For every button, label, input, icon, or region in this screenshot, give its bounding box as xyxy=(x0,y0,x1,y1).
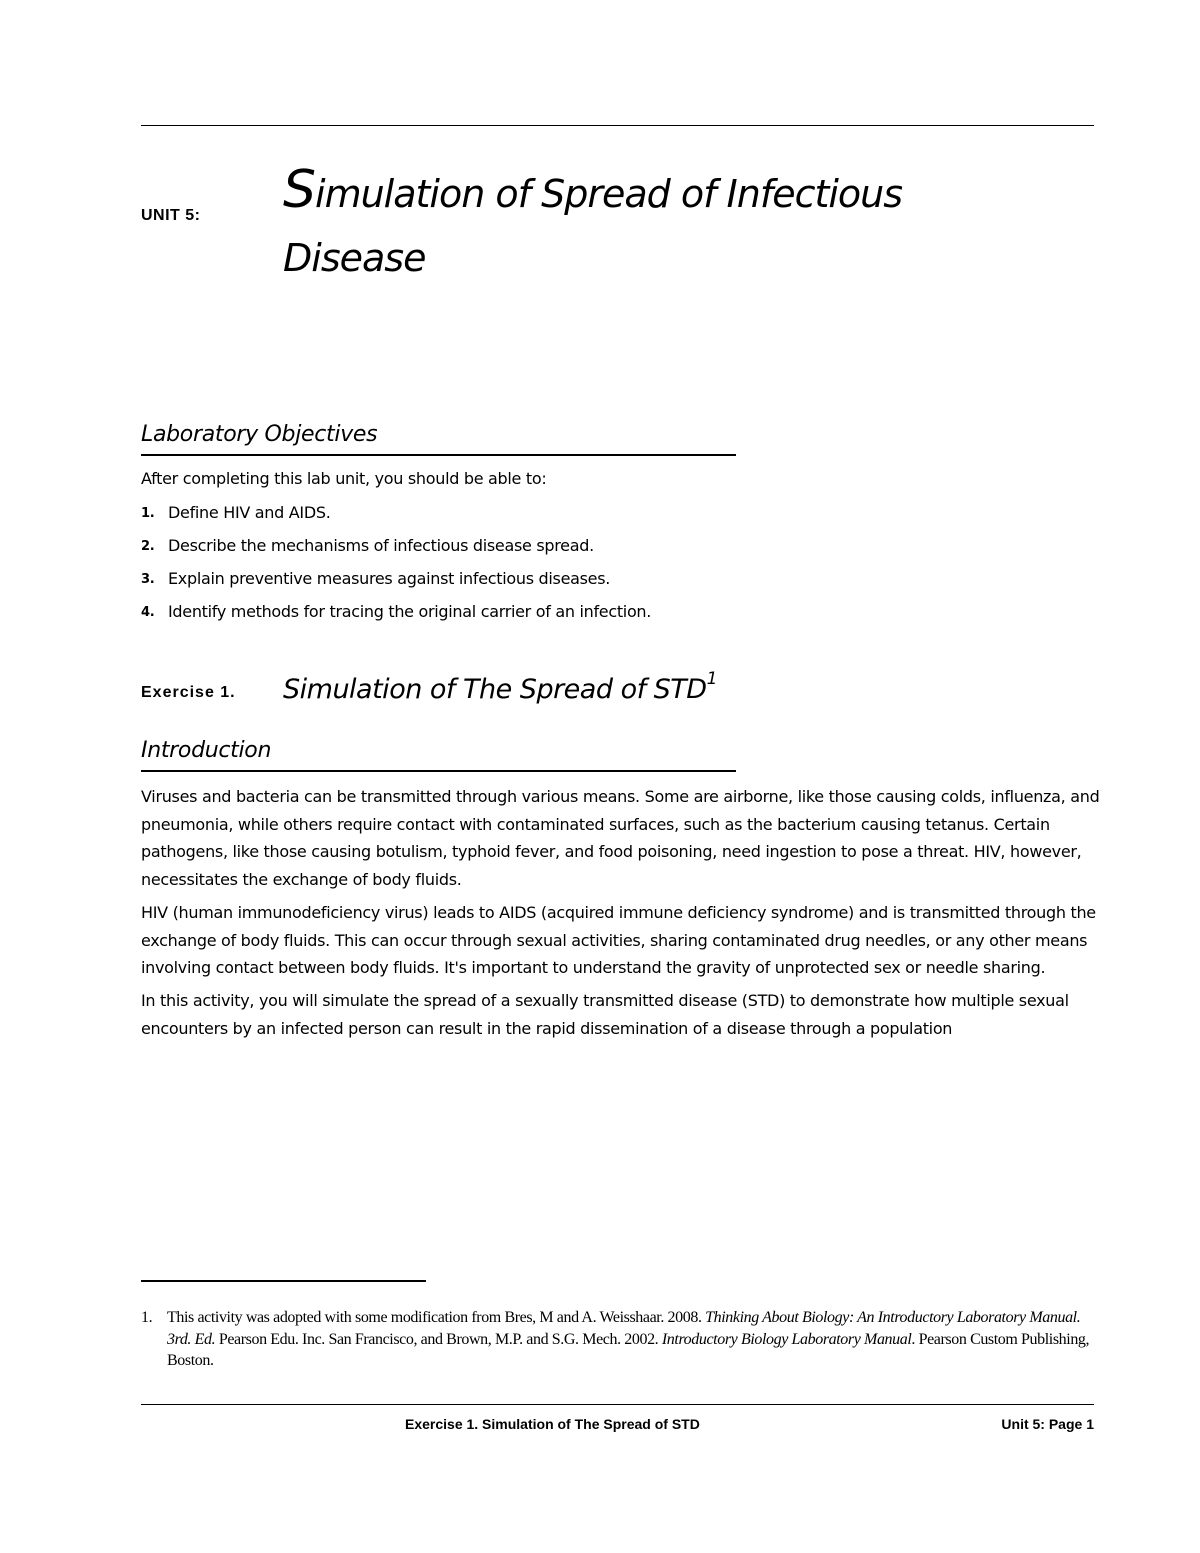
objective-item xyxy=(141,600,651,633)
introduction-heading: Introduction xyxy=(141,736,736,772)
footnote-book-title: Thinking About Biology: An Introductory Laboratory Manual. 3rd. Ed. xyxy=(167,1309,1081,1348)
objective-item xyxy=(141,534,651,567)
exercise-title-text: Simulation of The Spread of STD xyxy=(283,674,707,705)
exercise-label: Exercise 1. xyxy=(141,684,236,701)
objective-text: Define HIV and AIDS. xyxy=(168,503,331,522)
intro-paragraph: HIV (human immunodeficiency virus) leads to AIDS (acquired immune deficiency syndrome) and is transmitted through the exchange of body fluids. This can occur through sexual activities, sharing contaminated drug needles, or any other means involving contact between body fluids. It's important to understand the gravity of unprotected sex or needle sharing. xyxy=(141,902,1096,978)
footnote-text xyxy=(167,1307,1096,1372)
intro-paragraph: Viruses and bacteria can be transmitted through various means. Some are airborne, like those causing colds, influenza, and pneumonia, while others require contact with contaminated surfaces, such as the bacterium causing tetanus. Certain pathogens, like those causing botulism, typhoid fever, and food poisoning, need ingestion to pose a threat. HIV, however, necessitates the exchange of body fluids. xyxy=(141,787,1100,890)
objective-number: 2. xyxy=(141,539,155,554)
objective-number: 3. xyxy=(141,572,155,587)
objective-number: 4. xyxy=(141,605,155,620)
exercise-title xyxy=(283,670,717,710)
footnote-part: This activity was adopted with some modification from Bres, M and A. Weisshaar. 2008. xyxy=(167,1309,706,1326)
introduction-body xyxy=(141,783,1101,1047)
footnote-book-title: Introductory Biology Laboratory Manual xyxy=(661,1330,912,1348)
objectives-heading: Laboratory Objectives xyxy=(141,420,736,456)
footnote-number: 1. xyxy=(141,1309,153,1326)
objective-number: 1. xyxy=(141,506,155,521)
objectives-list xyxy=(141,501,651,633)
unit-title-initial: S xyxy=(283,160,316,220)
objective-item xyxy=(141,567,651,600)
objective-text: Explain preventive measures against infectious diseases. xyxy=(168,569,611,588)
objective-text: Describe the mechanisms of infectious disease spread. xyxy=(168,536,594,555)
footer-page-number: Unit 5: Page 1 xyxy=(1001,1416,1094,1432)
unit-title-line1: imulation of Spread of Infectious xyxy=(315,172,903,216)
unit-label: UNIT 5: xyxy=(141,207,201,224)
objectives-intro: After completing this lab unit, you should be able to: xyxy=(141,469,547,488)
objective-item xyxy=(141,501,651,534)
footnote xyxy=(141,1307,1096,1372)
footer-exercise-title: Exercise 1. Simulation of The Spread of STD xyxy=(405,1416,700,1432)
footnote-part: . Pearson Custom Publishing, Boston. xyxy=(167,1330,1090,1369)
top-rule xyxy=(141,125,1094,126)
unit-title-line2: Disease xyxy=(283,236,426,280)
objective-text: Identify methods for tracing the original carrier of an infection. xyxy=(168,602,652,621)
intro-paragraph: In this activity, you will simulate the spread of a sexually transmitted disease (STD) to demonstrate how multiple sexual encounters by an infected person can result in the rapid dissemination of a disease through a population xyxy=(141,990,1069,1038)
footnote-part: Pearson Edu. Inc. San Francisco, and Brown, M.P. and S.G. Mech. 2002. xyxy=(215,1330,662,1348)
unit-title xyxy=(283,158,1043,290)
footer-rule xyxy=(141,1404,1094,1405)
footnote-marker[interactable]: 1 xyxy=(706,669,717,689)
footnote-separator xyxy=(141,1280,426,1282)
